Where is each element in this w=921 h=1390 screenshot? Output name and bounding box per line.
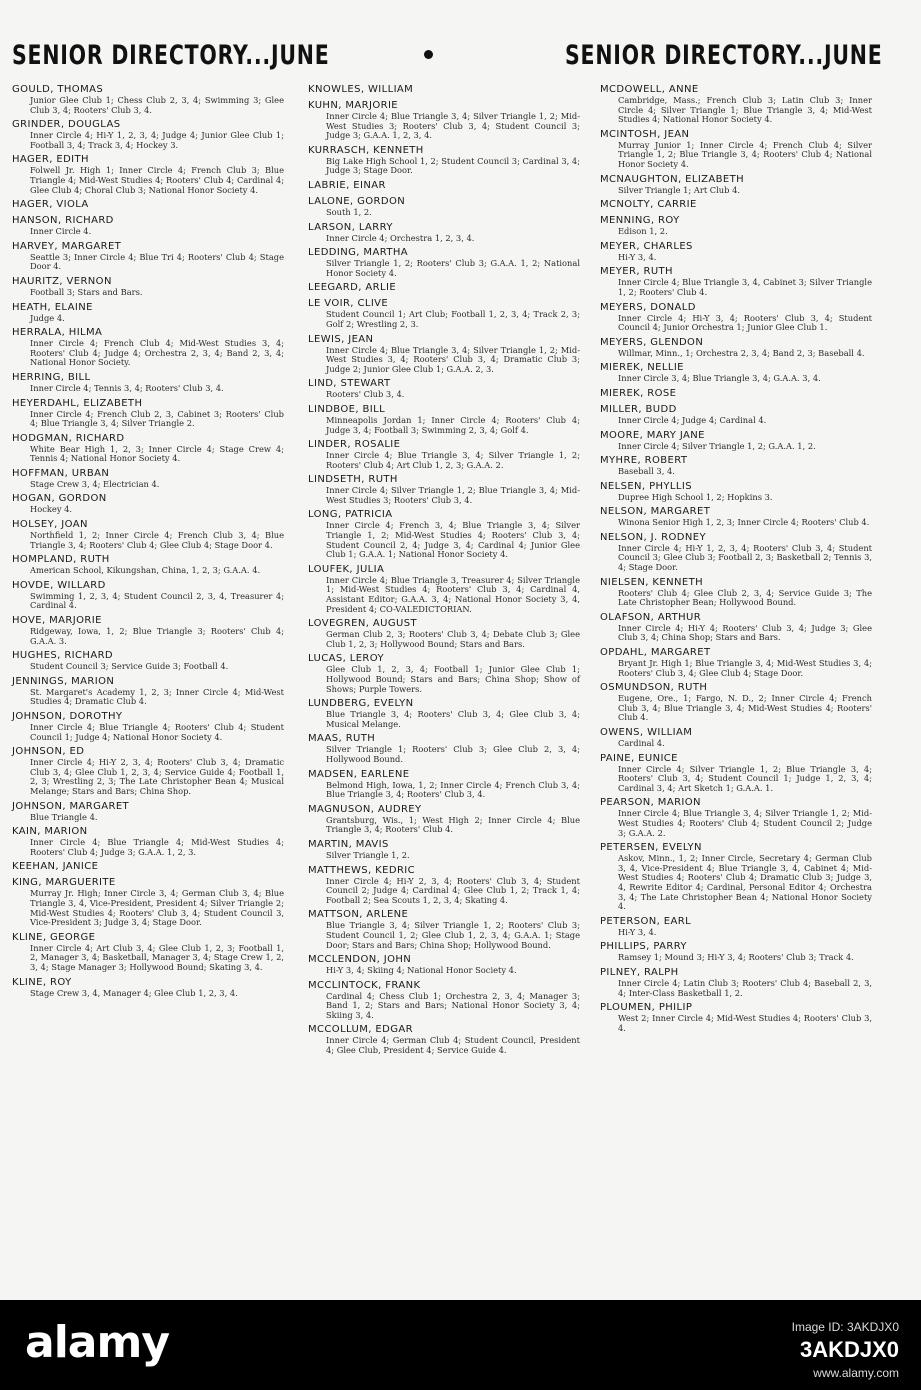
student-activities: West 2; Inner Circle 4; Mid-West Studies 4; Rooters' Club 3, 4. <box>618 1013 872 1033</box>
student-name: KURRASCH, KENNETH <box>308 144 424 156</box>
directory-entry <box>600 506 872 528</box>
student-activities: Inner Circle 4; Hi-Y 1, 2, 3, 4; Judge 4; Junior Glee Club 1; Football 3, 4; Track 3, 4; Hockey 3. <box>30 130 284 150</box>
student-activities: Inner Circle 4; Hi-Y 2, 3, 4; Rooters' Club 3, 4; Dramatic Club 3, 4; Glee Club 1, 2, 3, 4; Service Guide 4; Football 1, 2, 3; Wrestling 2, 3; The Late Christopher Bean 4; Musical Melange; Stars and Bars; China Shop. <box>30 757 284 796</box>
student-activities: Hi-Y 3, 4. <box>618 926 657 937</box>
student-activities: Murray Junior 1; Inner Circle 4; French Club 4; Silver Triangle 1, 2; Blue Triangle 3, 4; Rooters' Club 4; National Honor Society 4. <box>618 139 872 169</box>
directory-entry <box>308 618 580 649</box>
student-activities: Blue Triangle 3, 4; Rooters' Club 3, 4; Glee Club 3, 4; Musical Melange. <box>326 709 580 729</box>
directory-entry <box>308 1024 580 1055</box>
student-name: LABRIE, EINAR <box>308 179 386 191</box>
student-name: NELSON, MARGARET <box>600 506 711 518</box>
student-name: LEEGARD, ARLIE <box>308 282 397 294</box>
directory-entry <box>600 174 872 196</box>
student-name: LARSON, LARRY <box>308 221 393 233</box>
student-activities: Blue Triangle 3, 4; Silver Triangle 1, 2; Rooters' Club 3; Student Council 1, 2; Glee Club 1, 2, 3, 4; G.A.A. 1; Stage Door; Stars and Bars; China Shop; Hollywood Bound. <box>326 920 580 950</box>
student-activities: American School, Kikungshan, China, 1, 2, 3; G.A.A. 4. <box>30 565 261 576</box>
directory-entry <box>308 474 580 505</box>
directory-entry <box>12 877 284 927</box>
student-name: KUHN, MARJORIE <box>308 100 399 111</box>
directory-entry <box>600 388 872 400</box>
directory-entry <box>308 378 580 400</box>
student-name: KNOWLES, WILLIAM <box>308 84 414 95</box>
directory-entry <box>308 509 580 559</box>
student-name: MCCOLLUM, EDGAR <box>308 1024 413 1036</box>
student-activities: Judge 4. <box>30 312 65 323</box>
student-activities: Inner Circle 4; Hi-Y 4; Rooters' Club 3, 4; Judge 3; Glee Club 3, 4; China Shop; Stars and Bars. <box>618 622 872 643</box>
student-name: MILLER, BUDD <box>600 403 677 415</box>
directory-entry <box>600 481 872 503</box>
student-activities: Willmar, Minn., 1; Orchestra 2, 3, 4; Band 2, 3; Baseball 4. <box>618 347 865 358</box>
directory-entry <box>12 801 284 823</box>
student-name: HAGER, VIOLA <box>12 199 89 211</box>
student-name: NIELSEN, KENNETH <box>600 576 704 588</box>
student-activities: Inner Circle 4; German Club 4; Student Council, President 4; Glee Club, President 4; Service Guide 4. <box>326 1035 580 1056</box>
directory-entry <box>600 842 872 912</box>
student-name: LALONE, GORDON <box>308 195 406 207</box>
directory-entry <box>308 282 580 294</box>
student-activities: Inner Circle 4; Tennis 3, 4; Rooters' Club 3, 4. <box>30 382 224 393</box>
directory-entry <box>308 839 580 861</box>
student-activities: Ramsey 1; Mound 3; Hi-Y 3, 4; Rooters' Club 3; Track 4. <box>618 952 854 963</box>
student-name: HARVEY, MARGARET <box>12 240 122 252</box>
student-activities: Blue Triangle 4. <box>30 811 98 822</box>
directory-entry <box>12 119 284 150</box>
student-name: MCNAUGHTON, ELIZABETH <box>600 173 745 185</box>
stock-footer <box>0 1300 921 1390</box>
student-name: LEDDING, MARTHA <box>308 247 408 259</box>
directory-entry <box>12 580 284 611</box>
directory-entry <box>600 362 872 384</box>
student-activities: Silver Triangle 1, 2. <box>326 849 410 860</box>
student-name: MCNOLTY, CARRIE <box>600 199 697 211</box>
directory-entry <box>308 84 580 96</box>
student-name: OWENS, WILLIAM <box>600 727 693 738</box>
student-name: KAIN, MARION <box>12 826 88 838</box>
student-name: LOUFEK, JULIA <box>308 563 385 575</box>
student-name: MATTHEWS, KEDRIC <box>308 864 416 876</box>
student-name: NELSON, J. RODNEY <box>600 531 706 543</box>
student-activities: Student Council 1; Art Club; Football 1, 2, 3, 4; Track 2, 3; Golf 2; Wrestling 2, 3. <box>326 309 580 329</box>
student-name: HAGER, EDITH <box>12 154 89 166</box>
directory-entry <box>12 676 284 707</box>
directory-entry <box>308 653 580 694</box>
student-activities: Hockey 4. <box>30 504 73 515</box>
directory-column-3 <box>600 84 872 1037</box>
student-name: LOVEGREN, AUGUST <box>308 618 418 630</box>
student-name: MAAS, RUTH <box>308 733 376 745</box>
student-name: HOLSEY, JOAN <box>12 519 88 531</box>
student-activities: Rooters' Club 4; Glee Club 2, 3, 4; Service Guide 3; The Late Christopher Bean; Hollywood Bound. <box>618 587 872 608</box>
student-name: HOVE, MARJORIE <box>12 615 102 627</box>
student-activities: Inner Circle 4; Blue Triangle 3, 4; Silver Triangle 1, 2; Mid-West Studies 3; Rooters' Club 3, 4; Student Council 3; Judge 3; G.A.A. 1, 2, 3, 4. <box>326 111 580 141</box>
student-name: JOHNSON, ED <box>12 746 85 758</box>
student-name: HOFFMAN, URBAN <box>12 467 110 479</box>
page-header-left: SENIOR DIRECTORY...JUNE <box>12 40 330 71</box>
directory-entry <box>600 455 872 477</box>
student-name: PAINE, EUNICE <box>600 752 678 764</box>
student-name: MCCLENDON, JOHN <box>308 954 412 966</box>
directory-entry <box>308 698 580 729</box>
student-activities: Inner Circle 4; Blue Triangle 3, 4; Silver Triangle 1, 2; Mid-West Studies 4; Rooters' Club 4; Student Council 2; Judge 3; G.A.A. 2. <box>618 808 872 838</box>
directory-entry <box>600 682 872 723</box>
student-activities: Bryant Jr. High 1; Blue Triangle 3, 4; Mid-West Studies 3, 4; Rooters' Club 3, 4; Glee Club 4; Stage Door. <box>618 658 872 678</box>
student-name: MEYER, CHARLES <box>600 240 693 252</box>
student-name: OLAFSON, ARTHUR <box>600 611 702 623</box>
student-name: HEYERDAHL, ELIZABETH <box>12 397 143 409</box>
student-name: MEYERS, DONALD <box>600 301 696 313</box>
student-name: KEEHAN, JANICE <box>12 861 99 873</box>
student-name: PHILLIPS, PARRY <box>600 941 687 953</box>
directory-entry <box>308 145 580 176</box>
student-activities: South 1, 2. <box>326 206 372 217</box>
student-name: NELSEN, PHYLLIS <box>600 480 692 492</box>
student-name: HOGAN, GORDON <box>12 493 107 505</box>
directory-entry <box>600 215 872 237</box>
student-name: MENNING, ROY <box>600 215 680 227</box>
student-activities: Minneapolis Jordan 1; Inner Circle 4; Rooters' Club 4; Judge 3, 4; Football 3; Swimming 2, 3, 4; Golf 4. <box>326 414 580 435</box>
student-name: LUCAS, LEROY <box>308 653 384 665</box>
directory-entry <box>308 564 580 614</box>
directory-entry <box>308 804 580 835</box>
student-name: MCDOWELL, ANNE <box>600 84 699 95</box>
student-activities: Edison 1, 2. <box>618 226 668 237</box>
student-name: LONG, PATRICIA <box>308 509 393 521</box>
student-activities: Inner Circle 4; Hi-Y 3, 4; Rooters' Club 3, 4; Student Council 4; Junior Orchestra 1; Junior Glee Club 1. <box>618 312 872 333</box>
student-name: HAURITZ, VERNON <box>12 275 112 287</box>
directory-column-1 <box>12 84 284 1002</box>
directory-entry <box>12 433 284 464</box>
student-name: HEATH, ELAINE <box>12 301 93 313</box>
student-activities: Swimming 1, 2, 3, 4; Student Council 2, 3, 4, Treasurer 4; Cardinal 4. <box>30 590 284 611</box>
student-activities: Stage Crew 3, 4, Manager 4; Glee Club 1, 2, 3, 4. <box>30 987 238 998</box>
student-activities: Silver Triangle 1; Art Club 4. <box>618 184 740 195</box>
directory-entry <box>12 493 284 515</box>
student-activities: Askov, Minn., 1, 2; Inner Circle, Secretary 4; German Club 3, 4, Vice-President 4; Blue Triangle 3, 4, Cabinet 4; Mid-West Studies 4; Rooters' Club 4; Dramatic Club 3; Judge 3, 4, Rewrite Editor 4; Cardinal, Personal Editor 4; Orchestra 3, 4; The Late Christopher Bean 4; National Honor Society 4. <box>618 853 872 912</box>
student-name: HOVDE, WILLARD <box>12 579 106 591</box>
student-activities: Hi-Y 3, 4; Skiing 4; National Honor Society 4. <box>326 965 517 976</box>
student-name: PEARSON, MARION <box>600 797 701 809</box>
image-id-label: Image ID: 3AKDJX0 <box>791 1320 899 1334</box>
student-name: LINDSETH, RUTH <box>308 474 398 486</box>
directory-entry <box>12 468 284 490</box>
directory-entry <box>308 733 580 764</box>
directory-entry <box>308 180 580 192</box>
student-name: MEYER, RUTH <box>600 266 673 278</box>
student-name: GOULD, THOMAS <box>12 84 104 95</box>
directory-entry <box>12 746 284 796</box>
student-name: LEWIS, JEAN <box>308 333 374 345</box>
student-activities: Belmond High, Iowa, 1, 2; Inner Circle 4; French Club 3, 4; Blue Triangle 3, 4; Rooters' Club 3, 4. <box>326 779 580 800</box>
student-activities: Rooters' Club 3, 4. <box>326 389 405 400</box>
directory-entry <box>600 404 872 426</box>
student-name: HOMPLAND, RUTH <box>12 554 110 566</box>
directory-entry <box>600 266 872 297</box>
student-name: MIEREK, ROSE <box>600 387 677 399</box>
directory-entry <box>12 154 284 195</box>
student-activities: Inner Circle 4; French Club 2, 3, Cabinet 3; Rooters' Club 4; Blue Triangle 3, 4; Silver Triangle 2. <box>30 408 284 429</box>
directory-entry <box>12 932 284 973</box>
student-activities: Inner Circle 4; Blue Triangle 4; Rooters' Club 4; Student Council 1; Judge 4; National Honor Society 4. <box>30 722 284 742</box>
directory-entry <box>12 199 284 211</box>
student-name: MAGNUSON, AUDREY <box>308 803 422 815</box>
header-bullet-icon <box>424 50 433 59</box>
directory-entry <box>600 967 872 998</box>
student-activities: Folwell Jr. High 1; Inner Circle 4; French Club 3; Blue Triangle 4; Mid-West Studies 4; Rooters' Club 4; Cardinal 4; Glee Club 4; Choral Club 3; National Honor Society 4. <box>30 165 284 195</box>
student-activities: Inner Circle 4; Blue Triangle 3, 4; Silver Triangle 1, 2; Rooters' Club 4; Art Club 1, 2, 3; G.A.A. 2. <box>326 450 580 470</box>
student-name: LINDER, ROSALIE <box>308 439 401 451</box>
student-name: LUNDBERG, EVELYN <box>308 698 414 710</box>
alamy-logo[interactable]: alamy <box>25 1317 169 1368</box>
directory-column-2 <box>308 84 580 1060</box>
student-name: MOORE, MARY JANE <box>600 429 705 441</box>
student-name: MADSEN, EARLENE <box>308 768 410 780</box>
directory-entry <box>600 430 872 452</box>
student-activities: Eugene, Ore., 1; Fargo, N. D., 2; Inner Circle 4; French Club 3, 4; Blue Triangle 3, 4; Mid-West Studies 4; Rooters' Club 4. <box>618 693 872 723</box>
directory-entry <box>12 519 284 550</box>
directory-entry <box>12 861 284 873</box>
student-activities: Cambridge, Mass.; French Club 3; Latin Club 3; Inner Circle 4; Silver Triangle 1; Blue Triangle 3, 4; Mid-West Studies 4; National Honor Society 4. <box>618 95 872 125</box>
directory-entry <box>12 977 284 999</box>
directory-entry <box>600 337 872 359</box>
student-activities: Inner Circle 4; Art Club 3, 4; Glee Club 1, 2, 3; Football 1, 2, Manager 3, 4; Basketball, Manager 3, 4; Stage Crew 1, 2, 3, 4; Stage Manager 3; Hollywood Bound; Skating 3, 4. <box>30 942 284 972</box>
student-name: HANSON, RICHARD <box>12 215 114 227</box>
student-name: MEYERS, GLENDON <box>600 336 704 348</box>
directory-entry <box>12 711 284 742</box>
directory-entry <box>600 302 872 333</box>
student-name: OPDAHL, MARGARET <box>600 647 711 659</box>
student-activities: German Club 2, 3; Rooters' Club 3, 4; Debate Club 3; Glee Club 1, 2, 3; Hollywood Bound; Stars and Bars. <box>326 629 580 649</box>
directory-entry <box>308 865 580 906</box>
directory-entry <box>600 727 872 749</box>
student-activities: Baseball 3, 4. <box>618 466 675 477</box>
directory-entry <box>600 532 872 573</box>
student-name: OSMUNDSON, RUTH <box>600 682 708 694</box>
directory-entry <box>600 941 872 963</box>
student-activities: Inner Circle 4; Silver Triangle 1, 2; G.A.A. 1, 2. <box>618 440 816 451</box>
student-activities: Inner Circle 4; Hi-Y 1, 2, 3, 4; Rooters' Club 3, 4; Student Council 3; Glee Club 3; Football 2, 3; Basketball 2; Tennis 3, 4; Stage Door. <box>618 542 872 573</box>
directory-entry <box>308 247 580 278</box>
student-activities: Inner Circle 4; French 3, 4; Blue Triangle 3, 4; Silver Triangle 1, 2; Mid-West Studies 4; Rooters' Club 3, 4; Student Council 2, 4; Judge 3, 4; Cardinal 4; Junior Glee Club 1; G.A.A. 1; National Honor Society 4. <box>326 520 580 560</box>
student-activities: Stage Crew 3, 4; Electrician 4. <box>30 478 160 489</box>
student-name: JOHNSON, DOROTHY <box>12 711 123 722</box>
student-name: HERRING, BILL <box>12 371 91 383</box>
student-activities: Big Lake High School 1, 2; Student Council 3; Cardinal 3, 4; Judge 3; Stage Door. <box>326 155 580 176</box>
student-activities: Silver Triangle 1; Rooters' Club 3; Glee Club 2, 3, 4; Hollywood Bound. <box>326 744 580 764</box>
student-activities: Inner Circle 4; Hi-Y 2, 3, 4; Rooters' Club 3, 4; Student Council 2; Judge 4; Cardinal 4; Glee Club 1, 2; Track 1, 4; Football 2; Sea Scouts 1, 2, 3, 4; Skating 4. <box>326 875 580 905</box>
directory-entry <box>600 647 872 678</box>
student-activities: Northfield 1, 2; Inner Circle 4; French Club 3, 4; Blue Triangle 3, 4; Rooters' Club 4; Glee Club 4; Stage Door 4. <box>30 530 284 550</box>
student-activities: Inner Circle 4; Silver Triangle 1, 2; Blue Triangle 3, 4; Mid-West Studies 3; Rooters' Club 3, 4. <box>326 485 580 505</box>
student-name: HUGHES, RICHARD <box>12 650 114 662</box>
student-activities: Murray Jr. High; Inner Circle 3, 4; German Club 3, 4; Blue Triangle 3, 4, Vice-President, President 4; Silver Triangle 2; Mid-West Studies 4; Rooters' Club 3, 4; Student Council 3, Vice-President 3; Judge 3, 4; Stage Door. <box>30 888 284 928</box>
directory-entry <box>12 650 284 672</box>
student-activities: Silver Triangle 1, 2; Rooters' Club 3; G.A.A. 1, 2; National Honor Society 4. <box>326 258 580 278</box>
directory-entry <box>12 398 284 429</box>
student-activities: Inner Circle 4; Latin Club 3; Rooters' Club 4; Baseball 2, 3, 4; Inter-Class Basketball 1, 2. <box>618 977 872 998</box>
student-activities: Inner Circle 4; Blue Triangle 4; Mid-West Studies 4; Rooters' Club 4; Judge 3; G.A.A. 1, 2, 3. <box>30 837 284 857</box>
student-activities: Inner Circle 4. <box>30 226 92 237</box>
directory-entry <box>12 241 284 272</box>
directory-entry <box>308 100 580 141</box>
student-activities: Football 3; Stars and Bars. <box>30 286 143 297</box>
directory-entry <box>600 797 872 838</box>
directory-entry <box>600 916 872 938</box>
student-activities: Inner Circle 4; French Club 4; Mid-West Studies 3, 4; Rooters' Club 4; Judge 4; Orchestra 2, 3, 4; Band 2, 3, 4; National Honor Society. <box>30 338 284 368</box>
directory-entry <box>308 334 580 375</box>
student-name: KLINE, ROY <box>12 976 72 988</box>
student-name: PETERSEN, EVELYN <box>600 842 702 854</box>
student-name: LINDBOE, BILL <box>308 403 386 415</box>
student-name: LIND, STEWART <box>308 378 391 390</box>
student-name: HODGMAN, RICHARD <box>12 432 125 444</box>
student-activities: Inner Circle 4; Silver Triangle 1, 2; Blue Triangle 3, 4; Rooters' Club 3, 4; Student Council 1; Judge 1, 2, 3, 4; Cardinal 3, 4; Art Sketch 1; G.A.A. 1. <box>618 763 872 793</box>
directory-entry <box>308 769 580 800</box>
student-name: JENNINGS, MARION <box>12 675 115 687</box>
directory-entry <box>600 199 872 211</box>
directory-entry <box>600 753 872 794</box>
directory-entry <box>308 222 580 244</box>
directory-entry <box>12 372 284 394</box>
student-activities: Cardinal 4. <box>618 738 665 748</box>
student-name: HERRALA, HILMA <box>12 327 103 339</box>
student-name: KING, MARGUERITE <box>12 877 116 889</box>
directory-entry <box>12 554 284 576</box>
student-activities: St. Margaret's Academy 1, 2, 3; Inner Circle 4; Mid-West Studies 4; Dramatic Club 4. <box>30 686 284 707</box>
directory-entry <box>308 439 580 470</box>
student-name: MCCLINTOCK, FRANK <box>308 979 421 991</box>
student-name: LE VOIR, CLIVE <box>308 298 389 310</box>
student-name: KLINE, GEORGE <box>12 931 96 943</box>
student-name: MATTSON, ARLENE <box>308 909 409 921</box>
student-activities: Junior Glee Club 1; Chess Club 2, 3, 4; Swimming 3; Glee Club 3, 4; Rooters' Club 3, 4. <box>30 95 284 115</box>
directory-entry <box>308 909 580 950</box>
directory-entry <box>600 241 872 263</box>
directory-entry <box>12 826 284 857</box>
directory-entry <box>12 84 284 115</box>
directory-entry <box>12 302 284 324</box>
student-activities: Grantsburg, Wis., 1; West High 2; Inner Circle 4; Blue Triangle 3, 4; Rooters' Club 4. <box>326 814 580 835</box>
student-name: JOHNSON, MARGARET <box>12 800 130 812</box>
directory-entry <box>308 980 580 1021</box>
directory-entry <box>12 327 284 368</box>
student-activities: Ridgeway, Iowa, 1, 2; Blue Triangle 3; Rooters' Club 4; G.A.A. 3. <box>30 626 284 646</box>
directory-entry <box>308 404 580 435</box>
student-activities: Seattle 3; Inner Circle 4; Blue Tri 4; Rooters' Club 4; Stage Door 4. <box>30 251 284 272</box>
student-activities: White Bear High 1, 2, 3; Inner Circle 4; Stage Crew 4; Tennis 4; National Honor Society 4. <box>30 443 284 464</box>
student-activities: Hi-Y 3, 4. <box>618 251 657 262</box>
page-header-right: SENIOR DIRECTORY...JUNE <box>565 40 883 71</box>
directory-entry <box>600 1002 872 1033</box>
directory-entry <box>12 615 284 646</box>
student-name: PLOUMEN, PHILIP <box>600 1002 693 1014</box>
student-activities: Winona Senior High 1, 2, 3; Inner Circle 4; Rooters' Club 4. <box>618 517 870 528</box>
student-name: MYHRE, ROBERT <box>600 455 688 467</box>
directory-entry <box>600 129 872 170</box>
student-activities: Inner Circle 4; Judge 4; Cardinal 4. <box>618 414 767 425</box>
directory-entry <box>12 276 284 298</box>
student-activities: Inner Circle 4; Blue Triangle 3, Treasurer 4; Silver Triangle 1; Mid-West Studies 4; Rooters' Club 3, 4; Cardinal 4, Assistant Editor; G.A.A. 3, 4; National Honor Society 3, 4, President 4; CO-VALEDICTORIAN. <box>326 574 580 614</box>
student-activities: Cardinal 4; Chess Club 1; Orchestra 2, 3, 4; Manager 3; Band 1, 2; Stars and Bars; National Honor Society 3, 4; Skiing 3, 4. <box>326 990 580 1020</box>
directory-entry <box>600 577 872 608</box>
student-activities: Inner Circle 4; Orchestra 1, 2, 3, 4. <box>326 232 475 243</box>
directory-entry <box>600 84 872 125</box>
student-activities: Inner Circle 4; Blue Triangle 3, 4; Silver Triangle 1, 2; Mid-West Studies 3, 4; Rooters' Club 3, 4; Dramatic Club 3; Judge 2; Junior Glee Club 1; G.A.A. 2, 3. <box>326 344 580 374</box>
site-url[interactable]: www.alamy.com <box>813 1366 899 1380</box>
student-name: MCINTOSH, JEAN <box>600 128 690 140</box>
directory-entry <box>308 196 580 218</box>
image-id: 3AKDJX0 <box>799 1337 899 1362</box>
student-name: MARTIN, MAVIS <box>308 838 389 850</box>
student-name: PETERSON, EARL <box>600 915 692 927</box>
image-info <box>792 1318 899 1382</box>
student-name: GRINDER, DOUGLAS <box>12 119 121 131</box>
directory-entry <box>600 612 872 643</box>
student-name: PILNEY, RALPH <box>600 966 679 978</box>
directory-entry <box>12 215 284 237</box>
directory-entry <box>308 954 580 976</box>
student-name: MIEREK, NELLIE <box>600 362 684 374</box>
student-activities: Inner Circle 4; Blue Triangle 3, 4, Cabinet 3; Silver Triangle 1, 2; Rooters' Club 4. <box>618 277 872 297</box>
student-activities: Dupree High School 1, 2; Hopkins 3. <box>618 491 773 502</box>
student-activities: Glee Club 1, 2, 3, 4; Football 1; Junior Glee Club 1; Hollywood Bound; Stars and Bars; China Shop; Show of Shows; Purple Towers. <box>326 664 580 694</box>
directory-entry <box>308 298 580 329</box>
student-activities: Inner Circle 3, 4; Blue Triangle 3, 4; G.A.A. 3, 4. <box>618 373 821 384</box>
student-activities: Student Council 3; Service Guide 3; Football 4. <box>30 661 229 672</box>
